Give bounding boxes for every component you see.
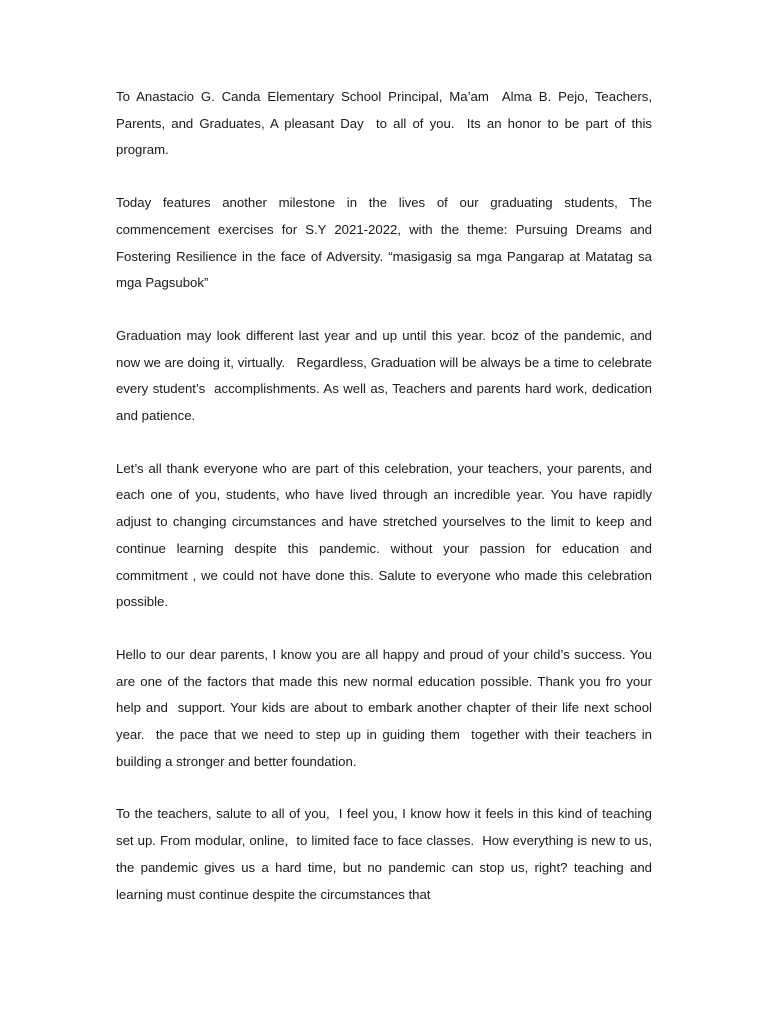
paragraph-teachers: To the teachers, salute to all of you, I feel you, I know how it feels in this kind of teaching set up. From modular, online, to limited face to face classes. How everything is new to us, the pandemic gives us a hard time, but no pandemic can stop us, right? teaching and learning must continue despite the circumstances that [116, 806, 660, 902]
paragraph-parents: Hello to our dear parents, I know you are all happy and proud of your child’s success. You are one of the factors that made this new normal education possible. Thank you fro your help and support. Your kids are about to embark another chapter of their life next school year. the pace that we need to step up in guiding them together with their teachers in building a stronger and better foundation. [116, 646, 656, 769]
speech-body [116, 84, 660, 934]
paragraph-greeting: To Anastacio G. Canda Elementary School Principal, Ma’am Alma B. Pejo, Teachers, Parents, and Graduates, A pleasant Day to all of you. Its an honor to be part of this program. [116, 89, 656, 158]
paragraph-milestone: Today features another milestone in the lives of our graduating students, The commencement exercises for S.Y 2021-2022, with the theme: Pursuing Dreams and Fostering Resilience in the face of Adversity. “masigasig sa mga Pangarap at Matatag sa mga Pagsubok” [116, 195, 656, 291]
paragraph-thanks: Let’s all thank everyone who are part of this celebration, your teachers, your parents, and each one of you, students, who have lived through an incredible year. You have rapidly adjust to changing circumstances and have stretched yourselves to the limit to keep and continue learning despite this pandemic. without your passion for education and commitment , we could not have done this. Salute to everyone who made this celebration possible. [116, 460, 656, 610]
paragraph-graduation: Graduation may look different last year and up until this year. bcoz of the pandemic, and now we are doing it, virtually. Regardless, Graduation will be always be a time to celebrate every student’s accomplishments. As well as, Teachers and parents hard work, dedication and patience. [116, 327, 656, 424]
